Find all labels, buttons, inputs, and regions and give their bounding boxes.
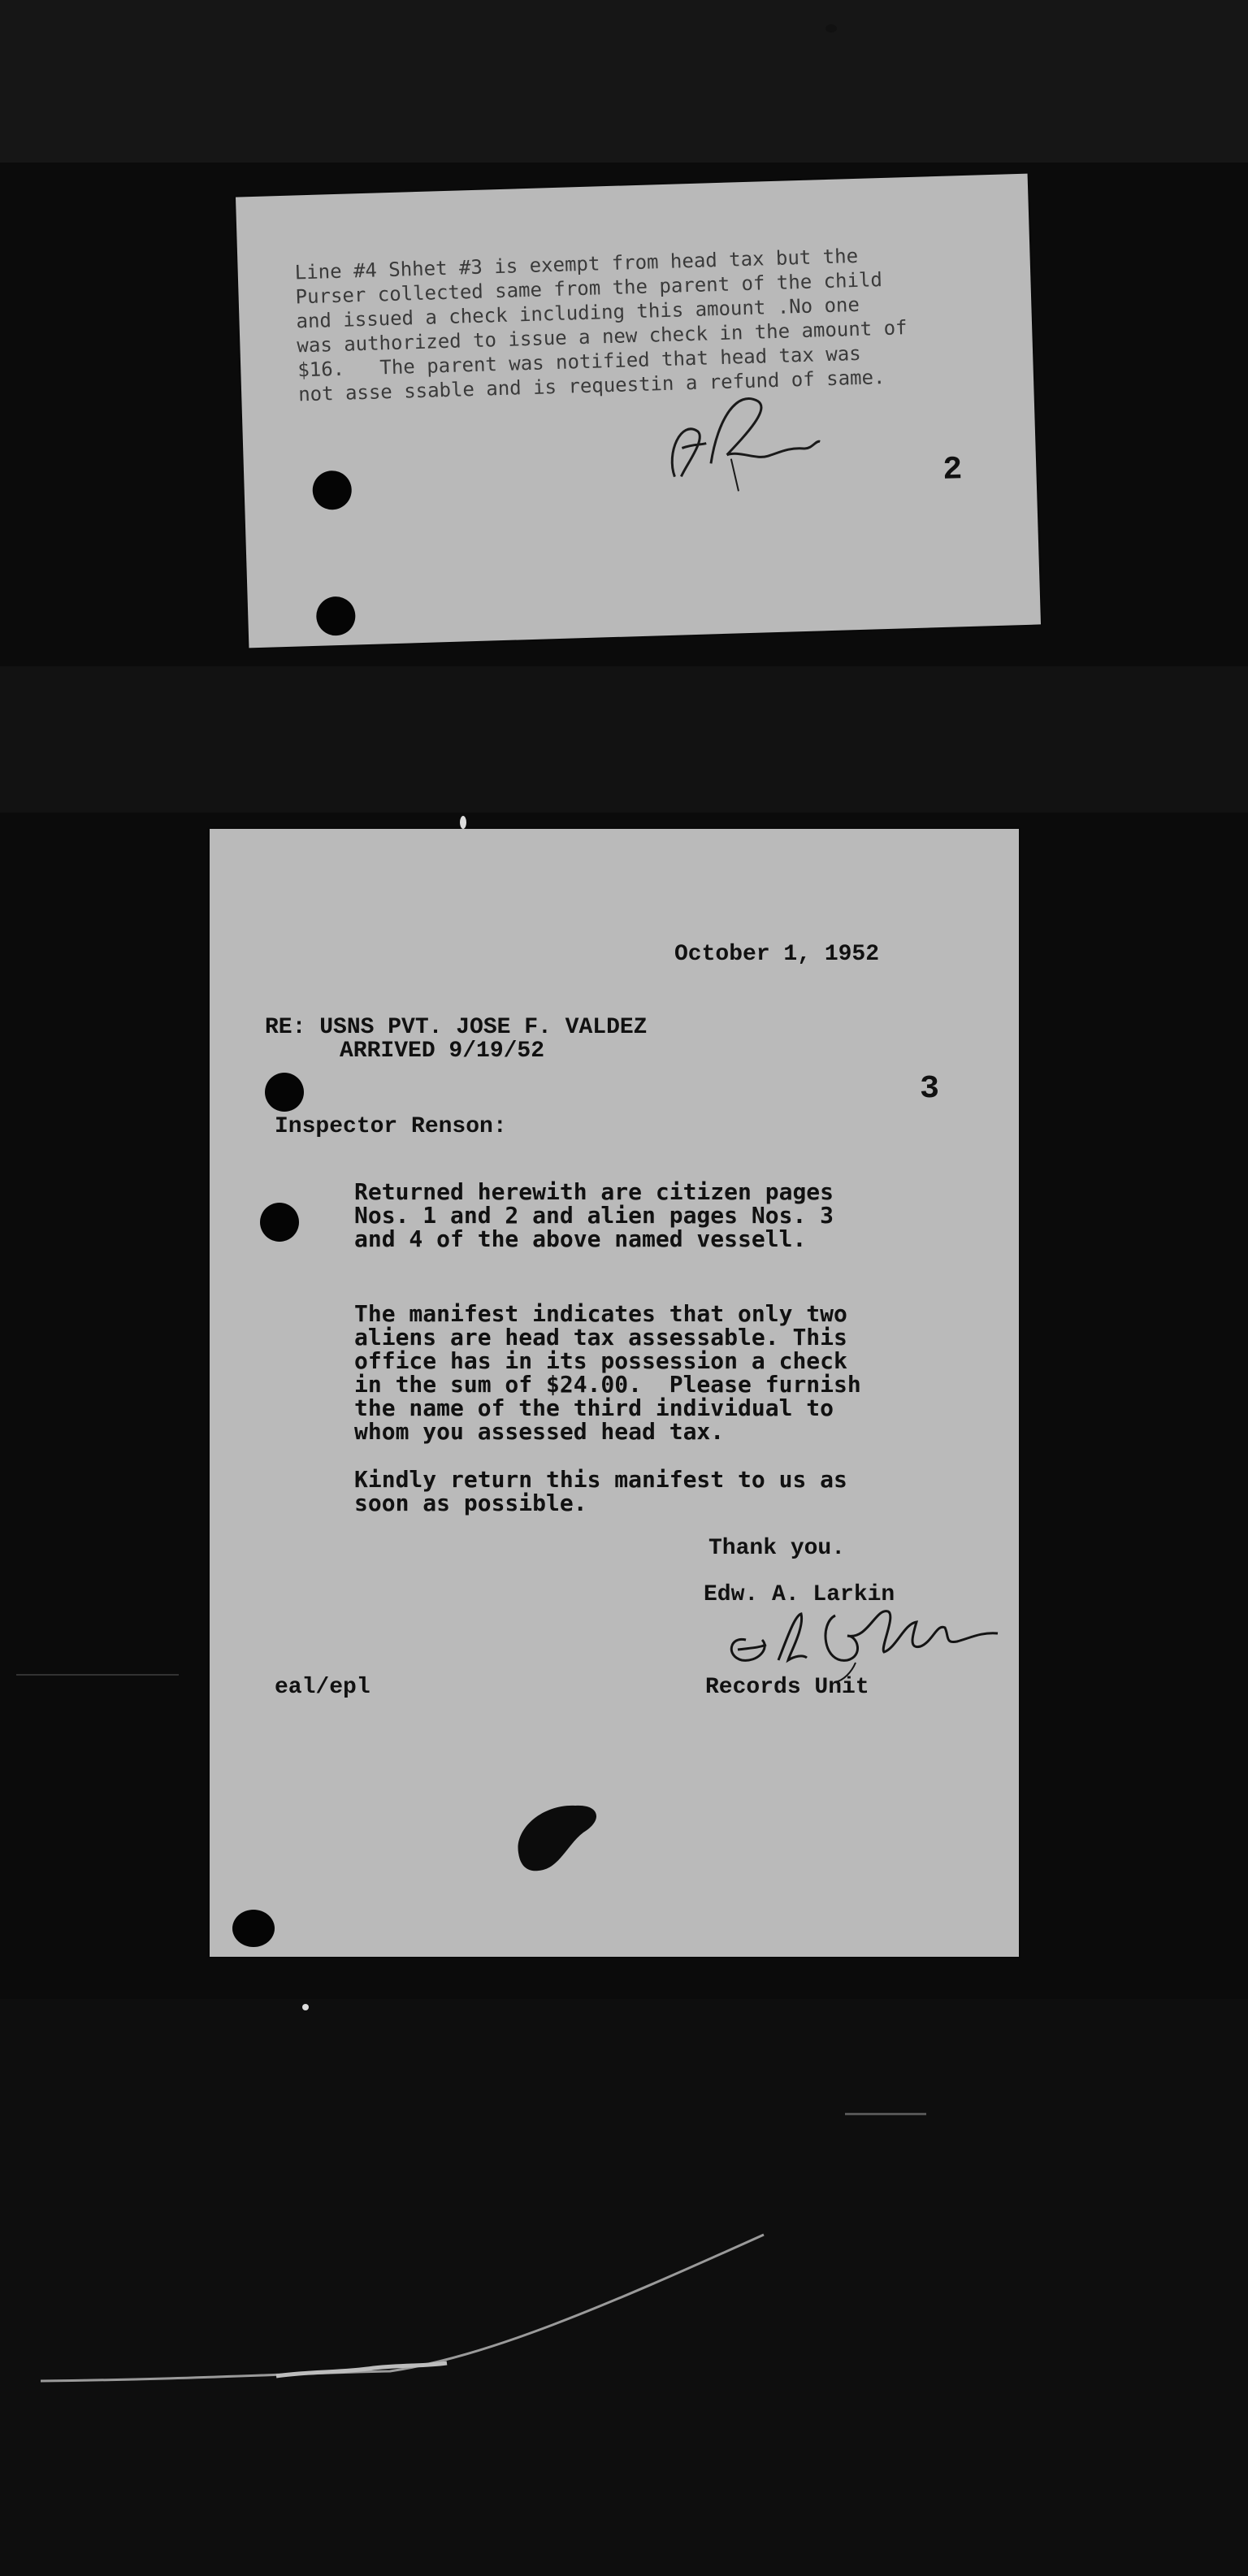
film-band-middle <box>0 666 1248 813</box>
larkin-signature <box>713 1591 1006 1689</box>
ink-blot <box>510 1796 608 1877</box>
letter-page-number: 3 <box>920 1071 940 1108</box>
note-card-body: Line #4 Shhet #3 is exempt from head tax but the Purser collected same from the parent of the child and issued a check including this amount .No one was authorized to issue a new check in the amount of $16. The parent was notified that head tax was not asse ssable and is requestin a refund of same. <box>294 244 908 406</box>
film-band-top <box>0 0 1248 163</box>
letter-date: October 1, 1952 <box>674 942 880 967</box>
re-subject-line: RE: USNS PVT. JOSE F. VALDEZ <box>265 1015 648 1040</box>
salutation: Inspector Renson: <box>275 1114 507 1139</box>
signer-unit: Records Unit <box>705 1675 869 1700</box>
signer-name: Edw. A. Larkin <box>704 1582 895 1607</box>
film-scratch <box>845 2113 926 2115</box>
closing: Thank you. <box>708 1536 846 1561</box>
punch-hole <box>232 1910 275 1947</box>
reference-initials: eal/epl <box>275 1675 370 1700</box>
film-scratch <box>32 2227 780 2389</box>
film-speck <box>460 816 466 829</box>
punch-hole <box>265 1073 304 1112</box>
paragraph-returned-pages: Returned herewith are citizen pages Nos. 1 and 2 and alien pages Nos. 3 and 4 of the above named vessell. <box>354 1178 834 1252</box>
note-card <box>236 174 1041 648</box>
paragraph-return-request: Kindly return this manifest to us as soon as possible. <box>354 1466 847 1516</box>
film-speck <box>826 24 837 33</box>
punch-hole <box>316 596 356 635</box>
re-arrival-line: ARRIVED 9/19/52 <box>340 1039 545 1064</box>
paragraph-manifest: The manifest indicates that only two aliens are head tax assessable. This office has in its possession a check in the sum of $24.00. Please furnish the name of the third individual to whom you assessed head tax. <box>354 1300 861 1445</box>
film-speck <box>302 2004 309 2010</box>
punch-hole <box>260 1203 299 1242</box>
note-page-number: 2 <box>942 452 964 489</box>
renson-signature <box>648 383 838 502</box>
letter-card <box>210 829 1019 1957</box>
film-scratch <box>16 1674 179 1676</box>
punch-hole <box>312 471 352 510</box>
